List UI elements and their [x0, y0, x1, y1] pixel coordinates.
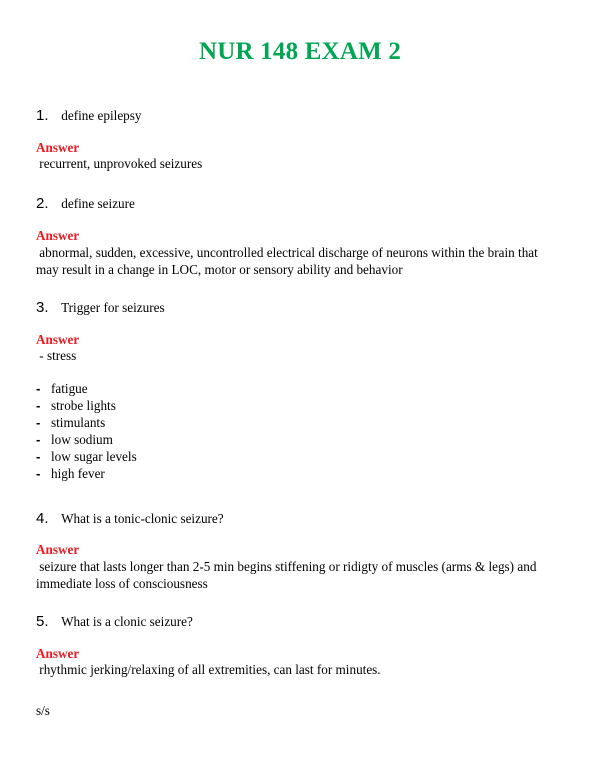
question-number: 4.: [36, 510, 49, 527]
answer-text: - stress: [39, 348, 77, 363]
question-text: define epilepsy: [61, 108, 142, 123]
answer-label: Answer: [36, 140, 80, 155]
trailing-text: s/s: [36, 703, 50, 718]
question-4: [36, 510, 224, 527]
document-title: NUR 148 EXAM 2: [198, 38, 402, 65]
trigger-list: [36, 380, 137, 482]
list-item: - fatigue: [36, 381, 88, 396]
answer-label: Answer: [36, 542, 80, 557]
list-item: - high fever: [36, 466, 105, 481]
question-3: [36, 299, 165, 316]
question-number: 5.: [36, 613, 49, 630]
question-text: What is a tonic-clonic seizure?: [61, 511, 224, 526]
question-text: Trigger for seizures: [61, 300, 165, 315]
answer-text-line-2: may result in a change in LOC, motor or sensory ability and behavior: [36, 262, 403, 277]
list-item: - stimulants: [36, 415, 106, 430]
answer-text: rhythmic jerking/relaxing of all extremities, can last for minutes.: [39, 662, 381, 677]
list-item: - strobe lights: [36, 398, 116, 413]
answer-label: Answer: [36, 332, 80, 347]
question-text: define seizure: [61, 196, 135, 211]
answer-text-line-2: immediate loss of consciousness: [36, 576, 208, 591]
answer-text-line-1: abnormal, sudden, excessive, uncontrolled electrical discharge of neurons within the brain that: [39, 245, 538, 260]
question-number: 2.: [36, 195, 49, 212]
question-2: [36, 195, 135, 212]
question-1: [36, 107, 142, 124]
question-5: [36, 613, 193, 630]
list-item: - low sodium: [36, 432, 113, 447]
answer-label: Answer: [36, 228, 80, 243]
answer-text: recurrent, unprovoked seizures: [39, 156, 203, 171]
list-item: - low sugar levels: [36, 449, 137, 464]
question-number: 1.: [36, 107, 49, 124]
answer-text-line-1: seizure that lasts longer than 2-5 min begins stiffening or ridigty of muscles (arms & legs) and: [39, 559, 537, 574]
question-number: 3.: [36, 299, 49, 316]
question-text: What is a clonic seizure?: [61, 614, 193, 629]
answer-label: Answer: [36, 646, 80, 661]
